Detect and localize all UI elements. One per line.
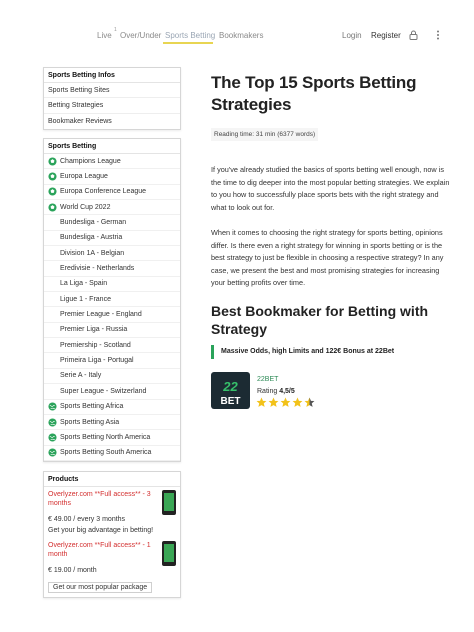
sidebar-item-betting-strategies[interactable]: Betting Strategies — [44, 98, 180, 113]
bonus-promo-text[interactable]: Massive Odds, high Limits and 122€ Bonus at 22Bet — [211, 345, 394, 359]
league-label: Eredivisie - Netherlands — [60, 265, 135, 273]
phone-app-image — [162, 490, 176, 515]
league-label: Champions League — [60, 157, 121, 165]
sidebar-league-item[interactable] — [44, 231, 180, 246]
sidebar-league-item[interactable] — [44, 307, 180, 322]
sidebar-item-sports-betting-sites[interactable]: Sports Betting Sites — [44, 83, 180, 98]
sidebar-league-item[interactable] — [44, 353, 180, 368]
sidebar-league-item[interactable] — [44, 323, 180, 338]
globe-icon — [48, 418, 57, 427]
soccer-ball-icon — [48, 187, 57, 196]
strategy-paragraph: When it comes to choosing the right strategy for sports betting, opinions differ. Is there even a right strategy for winning in sports betting or is the best strategy to just be flexible in choosing a respective strategy? In any case, we present the best and most promising strategies for increasing your betting profits over time. — [211, 228, 444, 287]
products-box — [43, 471, 181, 598]
live-count-badge: 1 — [114, 27, 117, 33]
globe-icon — [48, 402, 57, 411]
rating-value: 4,5/5 — [279, 388, 295, 395]
sidebar-league-item[interactable] — [44, 185, 180, 200]
page-title: The Top 15 Sports Betting Strategies — [211, 73, 417, 114]
sidebar-league-item[interactable] — [44, 246, 180, 261]
products-title: Products — [44, 472, 180, 487]
infos-box-title: Sports Betting Infos — [44, 68, 180, 83]
sports-betting-infos-box — [43, 67, 181, 130]
soccer-ball-icon — [48, 203, 57, 212]
league-label: World Cup 2022 — [60, 203, 111, 211]
product-1-month — [44, 538, 180, 576]
product-advantage-text: Get your big advantage in betting! — [48, 527, 154, 534]
star-icon — [292, 397, 303, 408]
nav-bookmakers[interactable]: Bookmakers — [219, 31, 264, 40]
product-1-month-link[interactable]: Overlyzer.com **Full access** - 1 month — [48, 542, 151, 558]
league-label: Bundesliga - Austria — [60, 234, 123, 242]
sidebar-league-item[interactable] — [44, 169, 180, 184]
star-icon — [268, 397, 279, 408]
top-navigation — [0, 0, 474, 48]
sports-box-title: Sports Betting — [44, 139, 180, 154]
sidebar-league-item[interactable] — [44, 277, 180, 292]
league-label: Sports Betting South America — [60, 449, 152, 457]
product-3-months-price: € 49.00 / every 3 months — [48, 516, 126, 523]
nav-live[interactable]: Live — [97, 31, 112, 40]
bookmaker-rating — [257, 388, 295, 395]
globe-icon — [48, 433, 57, 442]
league-label: Primeira Liga - Portugal — [60, 357, 134, 365]
sports-betting-box — [43, 138, 181, 462]
sidebar-item-bookmaker-reviews[interactable]: Bookmaker Reviews — [48, 117, 112, 125]
product-3-months-link[interactable]: Overlyzer.com **Full access** - 3 months — [48, 491, 151, 507]
sidebar-league-item[interactable] — [44, 292, 180, 307]
soccer-ball-icon — [48, 172, 57, 181]
league-label: Sports Betting North America — [60, 433, 151, 441]
logo-22-text: 22 — [223, 379, 238, 394]
globe-icon — [48, 448, 57, 457]
nav-sports-betting[interactable]: Sports Betting — [165, 31, 216, 40]
active-tab-indicator — [163, 42, 213, 44]
league-label: Europa League — [60, 173, 108, 181]
popular-package-button[interactable]: Get our most popular package — [48, 582, 152, 593]
sidebar-league-item[interactable] — [44, 430, 180, 445]
product-3-months — [44, 487, 180, 525]
bookmaker-name[interactable]: 22BET — [257, 376, 279, 383]
sidebar-league-item[interactable] — [44, 200, 180, 215]
league-label: La Liga - Spain — [60, 280, 108, 288]
rating-label: Rating — [257, 388, 278, 395]
league-label: Super League - Switzerland — [60, 387, 147, 395]
star-icon — [304, 397, 315, 408]
sidebar-league-item[interactable] — [44, 384, 180, 399]
register-link[interactable]: Register — [371, 31, 401, 40]
league-label: Division 1A - Belgian — [60, 249, 125, 257]
nav-over-under[interactable]: Over/Under — [120, 31, 162, 40]
product-1-month-price: € 19.00 / month — [48, 567, 97, 574]
star-icon — [280, 397, 291, 408]
sidebar-league-item[interactable] — [44, 261, 180, 276]
league-label: Ligue 1 - France — [60, 295, 111, 303]
sidebar-league-item[interactable] — [44, 215, 180, 230]
22bet-logo-graphic — [211, 372, 250, 409]
best-bookmaker-heading: Best Bookmaker for Betting with Strategy — [211, 303, 429, 337]
league-label: Sports Betting Asia — [60, 418, 120, 426]
sidebar-league-item[interactable] — [44, 154, 180, 169]
league-label: Sports Betting Africa — [60, 403, 124, 411]
intro-paragraph: If you've already studied the basics of sports betting well enough, now is the time to dig deeper into the most popular betting strategies. We explain to you how to successfully place sports bets with the right strategy and what to look out for. — [211, 165, 450, 212]
league-label: Bundesliga - German — [60, 219, 127, 227]
reading-time: Reading time: 31 min (6377 words) — [211, 128, 318, 141]
sidebar-league-item[interactable] — [44, 446, 180, 461]
sidebar-league-item[interactable] — [44, 369, 180, 384]
league-list — [44, 154, 180, 461]
rating-stars — [256, 397, 315, 408]
sidebar-league-item[interactable] — [44, 338, 180, 353]
logo-bet-text: BET — [220, 396, 241, 407]
lock-icon[interactable] — [409, 30, 418, 40]
sidebar-league-item[interactable] — [44, 415, 180, 430]
league-label: Premier League - England — [60, 311, 142, 319]
league-label: Premiership - Scotland — [60, 341, 131, 349]
league-label: Europa Conference League — [60, 188, 147, 196]
sidebar-league-item[interactable] — [44, 400, 180, 415]
star-icon — [256, 397, 267, 408]
soccer-ball-icon — [48, 157, 57, 166]
22bet-logo[interactable] — [211, 372, 250, 409]
phone-app-image — [162, 541, 176, 566]
league-label: Serie A - Italy — [60, 372, 102, 380]
login-link[interactable]: Login — [342, 31, 362, 40]
more-menu-icon[interactable] — [436, 30, 440, 40]
league-label: Premier Liga - Russia — [60, 326, 128, 334]
